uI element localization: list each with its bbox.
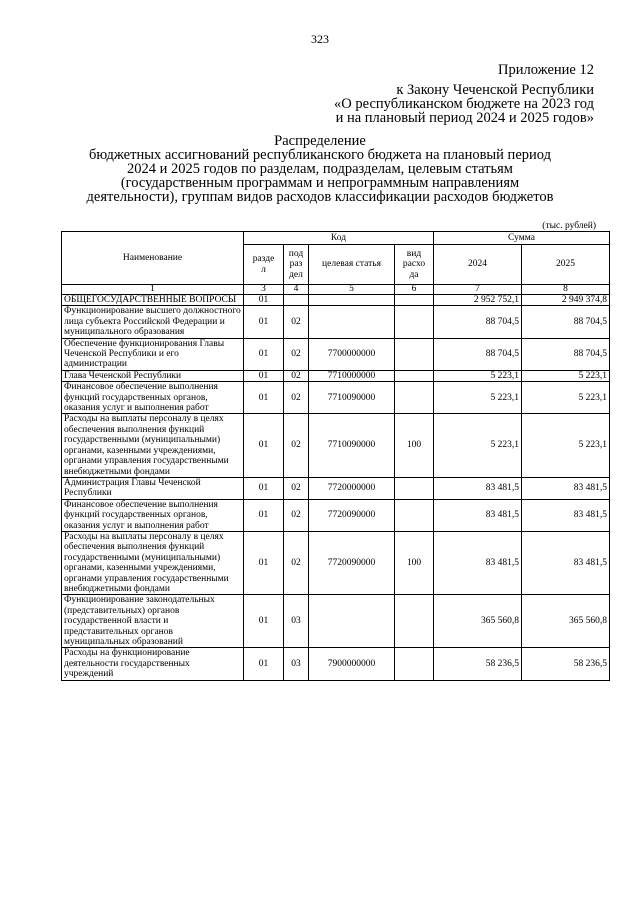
header-podrazdel: под раз дел (284, 245, 309, 285)
table-row (62, 648, 610, 680)
row-razdel: 01 (244, 648, 284, 680)
row-podrazdel: 02 (284, 306, 309, 338)
row-vid (395, 382, 434, 414)
row-vid (395, 499, 434, 531)
row-target: 7710090000 (309, 414, 395, 477)
row-2025: 2 949 374,8 (522, 295, 610, 306)
appendix-lines (334, 83, 594, 125)
col-number: 4 (284, 285, 309, 295)
row-podrazdel: 02 (284, 414, 309, 477)
col-number: 7 (434, 285, 522, 295)
row-razdel: 01 (244, 306, 284, 338)
row-podrazdel: 03 (284, 595, 309, 648)
header-vid: вид расхо да (395, 245, 434, 285)
row-podrazdel (284, 295, 309, 306)
row-vid: 100 (395, 414, 434, 477)
row-2024: 5 223,1 (434, 370, 522, 381)
row-2025: 365 560,8 (522, 595, 610, 648)
row-vid (395, 370, 434, 381)
row-target: 7720090000 (309, 531, 395, 594)
row-podrazdel: 02 (284, 370, 309, 381)
row-2024: 365 560,8 (434, 595, 522, 648)
table-row (62, 295, 610, 306)
title-line: деятельности), группам видов расходов классификации расходов бюджетов (86, 189, 554, 205)
row-2025: 5 223,1 (522, 370, 610, 381)
row-target: 7720090000 (309, 499, 395, 531)
row-2024: 83 481,5 (434, 499, 522, 531)
row-target: 7710000000 (309, 370, 395, 381)
row-name: Финансовое обеспечение выполнения функций государственных органов, оказания услуг и выполнения работ (62, 382, 244, 414)
table-row (62, 306, 610, 338)
row-target: 7710090000 (309, 382, 395, 414)
row-name: Глава Чеченской Республики (62, 370, 244, 381)
appendix-title: Приложение 12 (498, 62, 594, 78)
row-razdel: 01 (244, 595, 284, 648)
row-vid (395, 338, 434, 370)
row-2025: 88 704,5 (522, 338, 610, 370)
table-row (62, 382, 610, 414)
row-name: Расходы на выплаты персоналу в целях обеспечения выполнения функций государственными (муниципальными) органами, казенными учреждениями, органами управления государственными внебюджетными фондами (62, 531, 244, 594)
row-name: ОБЩЕГОСУДАРСТВЕННЫЕ ВОПРОСЫ (62, 295, 244, 306)
row-podrazdel: 02 (284, 531, 309, 594)
row-vid (395, 595, 434, 648)
row-2024: 88 704,5 (434, 338, 522, 370)
row-razdel: 01 (244, 338, 284, 370)
row-target: 7900000000 (309, 648, 395, 680)
row-vid: 100 (395, 531, 434, 594)
document-title (60, 134, 580, 204)
row-target: 7720000000 (309, 477, 395, 499)
table-row (62, 338, 610, 370)
table-row (62, 477, 610, 499)
col-number: 3 (244, 285, 284, 295)
title-line: (государственным программам и непрограммным направлениям (120, 175, 520, 191)
row-2024: 83 481,5 (434, 477, 522, 499)
col-number: 8 (522, 285, 610, 295)
title-line: Распределение (274, 133, 366, 149)
header-2024: 2024 (434, 245, 522, 285)
row-podrazdel: 02 (284, 499, 309, 531)
row-razdel: 01 (244, 295, 284, 306)
row-podrazdel: 02 (284, 477, 309, 499)
row-name: Функционирование высшего должностного лица субъекта Российской Федерации и муниципального образования (62, 306, 244, 338)
row-2024: 83 481,5 (434, 531, 522, 594)
col-number: 1 (62, 285, 244, 295)
header-name: Наименование (62, 232, 244, 285)
row-2025: 5 223,1 (522, 382, 610, 414)
header-razdel: разде л (244, 245, 284, 285)
row-razdel: 01 (244, 414, 284, 477)
appendix-block (498, 63, 594, 77)
row-target (309, 595, 395, 648)
row-2024: 58 236,5 (434, 648, 522, 680)
row-name: Расходы на выплаты персоналу в целях обеспечения выполнения функций государственными (муниципальными) органами, казенными учреждениями, органами управления государственными внебюджетными фондами (62, 414, 244, 477)
row-podrazdel: 03 (284, 648, 309, 680)
col-number: 6 (395, 285, 434, 295)
row-vid (395, 477, 434, 499)
row-name: Расходы на функционирование деятельности государственных учреждений (62, 648, 244, 680)
row-name: Финансовое обеспечение выполнения функций государственных органов, оказания услуг и выполнения работ (62, 499, 244, 531)
title-line: бюджетных ассигнований республиканского бюджета на плановый период (89, 147, 551, 163)
row-razdel: 01 (244, 477, 284, 499)
appendix-line: «О республиканском бюджете на 2023 год (334, 96, 594, 112)
row-vid (395, 295, 434, 306)
units-label: (тыс. рублей) (542, 221, 596, 231)
row-2024: 5 223,1 (434, 414, 522, 477)
row-target (309, 306, 395, 338)
row-2024: 88 704,5 (434, 306, 522, 338)
row-vid (395, 648, 434, 680)
appendix-line: к Закону Чеченской Республики (396, 82, 594, 98)
row-vid (395, 306, 434, 338)
row-target: 7700000000 (309, 338, 395, 370)
header-target: целевая статья (309, 245, 395, 285)
appendix-line: и на плановый период 2024 и 2025 годов» (335, 110, 594, 126)
row-name: Обеспечение функционирования Главы Чеченской Республики и его администрации (62, 338, 244, 370)
table-row (62, 499, 610, 531)
header-sum: Сумма (434, 232, 610, 245)
row-name: Функционирование законодательных (представительных) органов государственной власти и представительных органов муниципальных образований (62, 595, 244, 648)
row-razdel: 01 (244, 531, 284, 594)
row-2025: 88 704,5 (522, 306, 610, 338)
header-code: Код (244, 232, 434, 245)
row-target (309, 295, 395, 306)
col-number: 5 (309, 285, 395, 295)
row-2024: 2 952 752,1 (434, 295, 522, 306)
title-line: 2024 и 2025 годов по разделам, подразделам, целевым статьям (127, 161, 513, 177)
table-row (62, 414, 610, 477)
row-name: Администрация Главы Чеченской Республики (62, 477, 244, 499)
page-number: 323 (311, 32, 329, 46)
row-2025: 83 481,5 (522, 477, 610, 499)
row-2025: 83 481,5 (522, 499, 610, 531)
row-razdel: 01 (244, 499, 284, 531)
row-podrazdel: 02 (284, 382, 309, 414)
budget-table (61, 231, 610, 681)
row-2025: 5 223,1 (522, 414, 610, 477)
header-2025: 2025 (522, 245, 610, 285)
row-2024: 5 223,1 (434, 382, 522, 414)
row-2025: 83 481,5 (522, 531, 610, 594)
row-razdel: 01 (244, 370, 284, 381)
row-razdel: 01 (244, 382, 284, 414)
row-2025: 58 236,5 (522, 648, 610, 680)
row-podrazdel: 02 (284, 338, 309, 370)
table-row (62, 595, 610, 648)
table-row (62, 531, 610, 594)
table-row (62, 370, 610, 381)
